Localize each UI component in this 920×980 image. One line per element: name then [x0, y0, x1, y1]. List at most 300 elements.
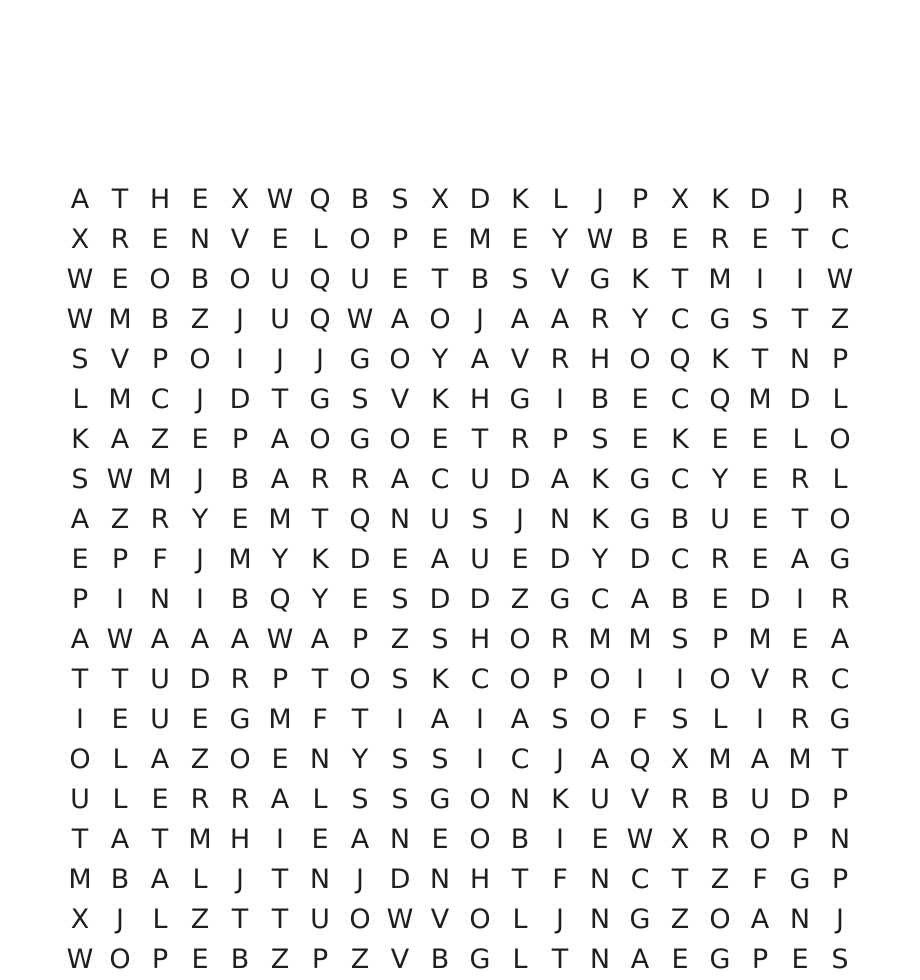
grid-cell[interactable]: P: [631, 184, 649, 215]
grid-cell[interactable]: P: [111, 544, 129, 575]
grid-cell[interactable]: E: [391, 264, 409, 295]
grid-cell[interactable]: C: [430, 464, 450, 495]
grid-cell[interactable]: S: [391, 584, 409, 615]
grid-cell[interactable]: R: [110, 224, 130, 255]
grid-cell[interactable]: R: [790, 664, 810, 695]
grid-cell[interactable]: M: [268, 704, 292, 735]
grid-cell[interactable]: Q: [349, 504, 371, 535]
grid-cell[interactable]: R: [710, 224, 730, 255]
grid-cell[interactable]: O: [709, 904, 731, 935]
grid-cell[interactable]: I: [796, 584, 804, 615]
grid-cell[interactable]: A: [150, 744, 170, 775]
grid-cell[interactable]: B: [230, 464, 250, 495]
grid-cell[interactable]: O: [349, 224, 371, 255]
grid-cell[interactable]: A: [630, 944, 650, 975]
grid-cell[interactable]: P: [831, 864, 849, 895]
grid-cell[interactable]: L: [712, 704, 728, 735]
grid-cell[interactable]: O: [69, 744, 91, 775]
grid-cell[interactable]: P: [71, 584, 89, 615]
grid-cell[interactable]: J: [796, 184, 804, 215]
grid-cell[interactable]: M: [708, 744, 732, 775]
grid-cell[interactable]: O: [709, 664, 731, 695]
grid-cell[interactable]: I: [636, 664, 644, 695]
grid-cell[interactable]: U: [150, 664, 170, 695]
grid-cell[interactable]: T: [311, 664, 329, 695]
grid-cell[interactable]: Z: [670, 904, 690, 935]
grid-cell[interactable]: E: [431, 224, 449, 255]
grid-cell[interactable]: R: [310, 464, 330, 495]
grid-cell[interactable]: L: [72, 384, 88, 415]
grid-cell[interactable]: E: [271, 744, 289, 775]
grid-cell[interactable]: R: [510, 424, 530, 455]
grid-cell[interactable]: A: [390, 304, 410, 335]
grid-cell[interactable]: T: [671, 864, 689, 895]
grid-cell[interactable]: Z: [710, 864, 730, 895]
grid-cell[interactable]: N: [429, 864, 451, 895]
grid-cell[interactable]: W: [66, 264, 94, 295]
grid-cell[interactable]: P: [831, 344, 849, 375]
grid-cell[interactable]: A: [70, 184, 90, 215]
grid-cell[interactable]: G: [629, 504, 651, 535]
grid-cell[interactable]: T: [471, 424, 489, 455]
grid-cell[interactable]: E: [591, 824, 609, 855]
grid-cell[interactable]: M: [748, 624, 772, 655]
grid-cell[interactable]: D: [429, 584, 451, 615]
grid-cell[interactable]: V: [230, 224, 250, 255]
grid-cell[interactable]: L: [192, 864, 208, 895]
grid-cell[interactable]: E: [671, 224, 689, 255]
grid-cell[interactable]: A: [150, 624, 170, 655]
grid-cell[interactable]: Z: [390, 624, 410, 655]
grid-cell[interactable]: O: [349, 664, 371, 695]
grid-cell[interactable]: O: [589, 664, 611, 695]
grid-cell[interactable]: L: [512, 904, 528, 935]
grid-cell[interactable]: M: [628, 624, 652, 655]
grid-cell[interactable]: S: [671, 704, 689, 735]
grid-cell[interactable]: A: [510, 704, 530, 735]
grid-cell[interactable]: P: [231, 424, 249, 455]
grid-cell[interactable]: Z: [510, 584, 530, 615]
grid-cell[interactable]: O: [389, 424, 411, 455]
grid-cell[interactable]: J: [116, 904, 124, 935]
grid-cell[interactable]: W: [346, 304, 374, 335]
grid-cell[interactable]: O: [149, 264, 171, 295]
grid-cell[interactable]: V: [390, 384, 410, 415]
grid-cell[interactable]: B: [150, 304, 170, 335]
grid-cell[interactable]: N: [149, 584, 171, 615]
grid-cell[interactable]: T: [311, 504, 329, 535]
grid-cell[interactable]: Q: [309, 264, 331, 295]
grid-cell[interactable]: H: [469, 384, 491, 415]
grid-cell[interactable]: L: [112, 784, 128, 815]
grid-cell[interactable]: Y: [271, 544, 289, 575]
grid-cell[interactable]: T: [271, 904, 289, 935]
grid-cell[interactable]: N: [589, 904, 611, 935]
grid-cell[interactable]: M: [108, 304, 132, 335]
grid-cell[interactable]: S: [71, 344, 89, 375]
grid-cell[interactable]: E: [631, 424, 649, 455]
grid-cell[interactable]: B: [670, 584, 690, 615]
grid-cell[interactable]: S: [391, 744, 409, 775]
grid-cell[interactable]: I: [196, 584, 204, 615]
grid-cell[interactable]: P: [791, 824, 809, 855]
grid-cell[interactable]: T: [271, 864, 289, 895]
grid-cell[interactable]: A: [830, 624, 850, 655]
grid-cell[interactable]: D: [189, 664, 211, 695]
grid-cell[interactable]: R: [830, 584, 850, 615]
grid-cell[interactable]: G: [429, 784, 451, 815]
grid-cell[interactable]: E: [191, 704, 209, 735]
grid-cell[interactable]: H: [589, 344, 611, 375]
grid-cell[interactable]: P: [551, 424, 569, 455]
grid-cell[interactable]: O: [829, 504, 851, 535]
grid-cell[interactable]: K: [431, 384, 449, 415]
grid-cell[interactable]: V: [390, 944, 410, 975]
grid-cell[interactable]: C: [470, 664, 490, 695]
grid-cell[interactable]: P: [831, 784, 849, 815]
grid-cell[interactable]: F: [752, 864, 768, 895]
grid-cell[interactable]: G: [709, 944, 731, 975]
grid-cell[interactable]: M: [108, 384, 132, 415]
grid-cell[interactable]: T: [111, 184, 129, 215]
grid-cell[interactable]: K: [711, 344, 729, 375]
grid-cell[interactable]: I: [76, 704, 84, 735]
grid-cell[interactable]: Z: [190, 304, 210, 335]
grid-cell[interactable]: P: [351, 624, 369, 655]
grid-cell[interactable]: L: [112, 744, 128, 775]
grid-cell[interactable]: S: [391, 784, 409, 815]
grid-cell[interactable]: G: [629, 464, 651, 495]
grid-cell[interactable]: B: [590, 384, 610, 415]
grid-cell[interactable]: W: [266, 624, 294, 655]
grid-cell[interactable]: C: [830, 664, 850, 695]
grid-cell[interactable]: E: [391, 544, 409, 575]
grid-cell[interactable]: S: [511, 264, 529, 295]
grid-cell[interactable]: S: [431, 744, 449, 775]
grid-cell[interactable]: A: [70, 624, 90, 655]
grid-cell[interactable]: B: [630, 224, 650, 255]
grid-cell[interactable]: O: [189, 344, 211, 375]
grid-cell[interactable]: A: [110, 824, 130, 855]
grid-cell[interactable]: J: [516, 504, 524, 535]
grid-cell[interactable]: S: [351, 384, 369, 415]
grid-cell[interactable]: I: [236, 344, 244, 375]
grid-cell[interactable]: N: [309, 864, 331, 895]
grid-cell[interactable]: J: [196, 384, 204, 415]
grid-cell[interactable]: E: [231, 504, 249, 535]
grid-cell[interactable]: I: [556, 824, 564, 855]
grid-cell[interactable]: A: [190, 624, 210, 655]
grid-cell[interactable]: Y: [351, 744, 369, 775]
grid-cell[interactable]: U: [70, 784, 90, 815]
grid-cell[interactable]: W: [266, 184, 294, 215]
grid-cell[interactable]: N: [549, 504, 571, 535]
grid-cell[interactable]: T: [71, 664, 89, 695]
grid-cell[interactable]: O: [429, 304, 451, 335]
grid-cell[interactable]: X: [70, 904, 90, 935]
grid-cell[interactable]: E: [631, 384, 649, 415]
grid-cell[interactable]: Y: [431, 344, 449, 375]
grid-cell[interactable]: U: [750, 784, 770, 815]
grid-cell[interactable]: G: [829, 544, 851, 575]
grid-cell[interactable]: P: [751, 944, 769, 975]
grid-cell[interactable]: M: [228, 544, 252, 575]
grid-cell[interactable]: E: [711, 424, 729, 455]
grid-cell[interactable]: N: [789, 344, 811, 375]
grid-cell[interactable]: A: [270, 784, 290, 815]
grid-cell[interactable]: B: [230, 944, 250, 975]
grid-cell[interactable]: W: [106, 464, 134, 495]
grid-cell[interactable]: X: [670, 744, 690, 775]
grid-cell[interactable]: O: [349, 904, 371, 935]
grid-cell[interactable]: A: [150, 864, 170, 895]
grid-cell[interactable]: J: [196, 464, 204, 495]
grid-cell[interactable]: A: [430, 544, 450, 575]
grid-cell[interactable]: S: [391, 664, 409, 695]
grid-cell[interactable]: W: [106, 624, 134, 655]
grid-cell[interactable]: Y: [631, 304, 649, 335]
grid-cell[interactable]: X: [230, 184, 250, 215]
grid-cell[interactable]: J: [276, 344, 284, 375]
grid-cell[interactable]: O: [509, 624, 531, 655]
grid-cell[interactable]: U: [590, 784, 610, 815]
grid-cell[interactable]: L: [832, 464, 848, 495]
grid-cell[interactable]: S: [471, 504, 489, 535]
grid-cell[interactable]: N: [509, 784, 531, 815]
grid-cell[interactable]: N: [389, 504, 411, 535]
grid-cell[interactable]: A: [750, 744, 770, 775]
grid-cell[interactable]: C: [590, 584, 610, 615]
grid-cell[interactable]: B: [470, 264, 490, 295]
grid-cell[interactable]: E: [711, 584, 729, 615]
grid-cell[interactable]: U: [270, 304, 290, 335]
grid-cell[interactable]: L: [792, 424, 808, 455]
grid-cell[interactable]: O: [469, 824, 491, 855]
grid-cell[interactable]: G: [349, 424, 371, 455]
grid-cell[interactable]: I: [396, 704, 404, 735]
grid-cell[interactable]: N: [789, 904, 811, 935]
grid-cell[interactable]: O: [509, 664, 531, 695]
grid-cell[interactable]: S: [751, 304, 769, 335]
grid-cell[interactable]: E: [751, 224, 769, 255]
grid-cell[interactable]: F: [312, 704, 328, 735]
grid-cell[interactable]: T: [71, 824, 89, 855]
grid-cell[interactable]: I: [476, 704, 484, 735]
grid-cell[interactable]: W: [386, 904, 414, 935]
grid-cell[interactable]: V: [550, 264, 570, 295]
grid-cell[interactable]: R: [830, 184, 850, 215]
grid-cell[interactable]: N: [829, 824, 851, 855]
grid-cell[interactable]: M: [68, 864, 92, 895]
grid-cell[interactable]: F: [552, 864, 568, 895]
grid-cell[interactable]: J: [556, 904, 564, 935]
grid-cell[interactable]: E: [751, 464, 769, 495]
grid-cell[interactable]: C: [670, 384, 690, 415]
grid-cell[interactable]: D: [789, 384, 811, 415]
grid-cell[interactable]: I: [756, 704, 764, 735]
grid-cell[interactable]: D: [469, 584, 491, 615]
grid-cell[interactable]: T: [551, 944, 569, 975]
grid-cell[interactable]: A: [270, 424, 290, 455]
grid-cell[interactable]: U: [470, 464, 490, 495]
grid-cell[interactable]: H: [469, 624, 491, 655]
grid-cell[interactable]: Z: [190, 904, 210, 935]
grid-cell[interactable]: N: [389, 824, 411, 855]
grid-cell[interactable]: P: [151, 344, 169, 375]
grid-cell[interactable]: W: [66, 304, 94, 335]
grid-cell[interactable]: B: [430, 944, 450, 975]
grid-cell[interactable]: X: [670, 824, 690, 855]
grid-cell[interactable]: E: [151, 224, 169, 255]
grid-cell[interactable]: V: [750, 664, 770, 695]
grid-cell[interactable]: K: [311, 544, 329, 575]
grid-cell[interactable]: E: [111, 264, 129, 295]
grid-cell[interactable]: S: [591, 424, 609, 455]
grid-cell[interactable]: O: [309, 424, 331, 455]
grid-cell[interactable]: R: [150, 504, 170, 535]
grid-cell[interactable]: P: [271, 664, 289, 695]
grid-cell[interactable]: T: [431, 264, 449, 295]
grid-cell[interactable]: O: [389, 344, 411, 375]
grid-cell[interactable]: B: [190, 264, 210, 295]
grid-cell[interactable]: S: [351, 784, 369, 815]
grid-cell[interactable]: U: [710, 504, 730, 535]
grid-cell[interactable]: T: [751, 344, 769, 375]
grid-cell[interactable]: Q: [309, 184, 331, 215]
grid-cell[interactable]: K: [711, 184, 729, 215]
grid-cell[interactable]: S: [551, 704, 569, 735]
grid-cell[interactable]: V: [630, 784, 650, 815]
grid-cell[interactable]: E: [511, 224, 529, 255]
grid-cell[interactable]: D: [229, 384, 251, 415]
grid-cell[interactable]: G: [709, 304, 731, 335]
grid-cell[interactable]: O: [229, 744, 251, 775]
grid-cell[interactable]: T: [831, 744, 849, 775]
grid-cell[interactable]: R: [190, 784, 210, 815]
grid-cell[interactable]: R: [550, 624, 570, 655]
grid-cell[interactable]: W: [586, 224, 614, 255]
grid-cell[interactable]: G: [549, 584, 571, 615]
grid-cell[interactable]: B: [670, 504, 690, 535]
grid-cell[interactable]: A: [230, 624, 250, 655]
grid-cell[interactable]: J: [356, 864, 364, 895]
grid-cell[interactable]: A: [470, 344, 490, 375]
grid-cell[interactable]: G: [229, 704, 251, 735]
grid-cell[interactable]: A: [550, 464, 570, 495]
grid-cell[interactable]: A: [590, 744, 610, 775]
grid-cell[interactable]: U: [310, 904, 330, 935]
grid-cell[interactable]: O: [229, 264, 251, 295]
grid-cell[interactable]: Y: [191, 504, 209, 535]
grid-cell[interactable]: C: [510, 744, 530, 775]
grid-cell[interactable]: T: [351, 704, 369, 735]
grid-cell[interactable]: Q: [669, 344, 691, 375]
grid-cell[interactable]: A: [390, 464, 410, 495]
grid-cell[interactable]: L: [832, 384, 848, 415]
grid-cell[interactable]: F: [632, 704, 648, 735]
grid-cell[interactable]: R: [350, 464, 370, 495]
grid-cell[interactable]: T: [791, 224, 809, 255]
grid-cell[interactable]: M: [708, 264, 732, 295]
grid-cell[interactable]: E: [751, 544, 769, 575]
grid-cell[interactable]: D: [549, 544, 571, 575]
grid-cell[interactable]: G: [629, 904, 651, 935]
grid-cell[interactable]: R: [590, 304, 610, 335]
grid-cell[interactable]: B: [510, 824, 530, 855]
grid-cell[interactable]: E: [751, 424, 769, 455]
grid-cell[interactable]: P: [311, 944, 329, 975]
grid-cell[interactable]: U: [150, 704, 170, 735]
grid-cell[interactable]: D: [749, 184, 771, 215]
grid-cell[interactable]: C: [670, 464, 690, 495]
grid-cell[interactable]: C: [630, 864, 650, 895]
grid-cell[interactable]: Y: [311, 584, 329, 615]
grid-cell[interactable]: O: [749, 824, 771, 855]
grid-cell[interactable]: S: [671, 624, 689, 655]
grid-cell[interactable]: K: [511, 184, 529, 215]
grid-cell[interactable]: D: [509, 464, 531, 495]
grid-cell[interactable]: A: [630, 584, 650, 615]
grid-cell[interactable]: J: [596, 184, 604, 215]
grid-cell[interactable]: M: [268, 504, 292, 535]
grid-cell[interactable]: E: [751, 504, 769, 535]
grid-cell[interactable]: C: [830, 224, 850, 255]
grid-cell[interactable]: Z: [270, 944, 290, 975]
grid-cell[interactable]: S: [391, 184, 409, 215]
grid-cell[interactable]: L: [312, 224, 328, 255]
grid-cell[interactable]: O: [109, 944, 131, 975]
grid-cell[interactable]: A: [790, 544, 810, 575]
grid-cell[interactable]: Z: [150, 424, 170, 455]
grid-cell[interactable]: E: [271, 224, 289, 255]
grid-cell[interactable]: N: [189, 224, 211, 255]
grid-cell[interactable]: A: [550, 304, 570, 335]
grid-cell[interactable]: D: [389, 864, 411, 895]
grid-cell[interactable]: P: [391, 224, 409, 255]
grid-cell[interactable]: A: [110, 424, 130, 455]
grid-cell[interactable]: U: [470, 544, 490, 575]
grid-cell[interactable]: D: [749, 584, 771, 615]
grid-cell[interactable]: G: [349, 344, 371, 375]
grid-cell[interactable]: P: [151, 944, 169, 975]
grid-cell[interactable]: O: [469, 784, 491, 815]
grid-cell[interactable]: D: [349, 544, 371, 575]
grid-cell[interactable]: E: [431, 424, 449, 455]
grid-cell[interactable]: G: [589, 264, 611, 295]
grid-cell[interactable]: N: [309, 744, 331, 775]
grid-cell[interactable]: K: [591, 464, 609, 495]
grid-cell[interactable]: E: [511, 544, 529, 575]
grid-cell[interactable]: X: [70, 224, 90, 255]
grid-cell[interactable]: S: [431, 624, 449, 655]
grid-cell[interactable]: Y: [591, 544, 609, 575]
grid-cell[interactable]: P: [711, 624, 729, 655]
grid-cell[interactable]: K: [591, 504, 609, 535]
grid-cell[interactable]: F: [152, 544, 168, 575]
grid-cell[interactable]: G: [469, 944, 491, 975]
grid-cell[interactable]: M: [748, 384, 772, 415]
grid-cell[interactable]: T: [111, 664, 129, 695]
grid-cell[interactable]: A: [270, 464, 290, 495]
grid-cell[interactable]: T: [791, 304, 809, 335]
grid-cell[interactable]: H: [469, 864, 491, 895]
grid-cell[interactable]: H: [229, 824, 251, 855]
grid-cell[interactable]: M: [468, 224, 492, 255]
grid-cell[interactable]: A: [750, 904, 770, 935]
grid-cell[interactable]: R: [230, 664, 250, 695]
grid-cell[interactable]: J: [236, 304, 244, 335]
grid-cell[interactable]: K: [431, 664, 449, 695]
